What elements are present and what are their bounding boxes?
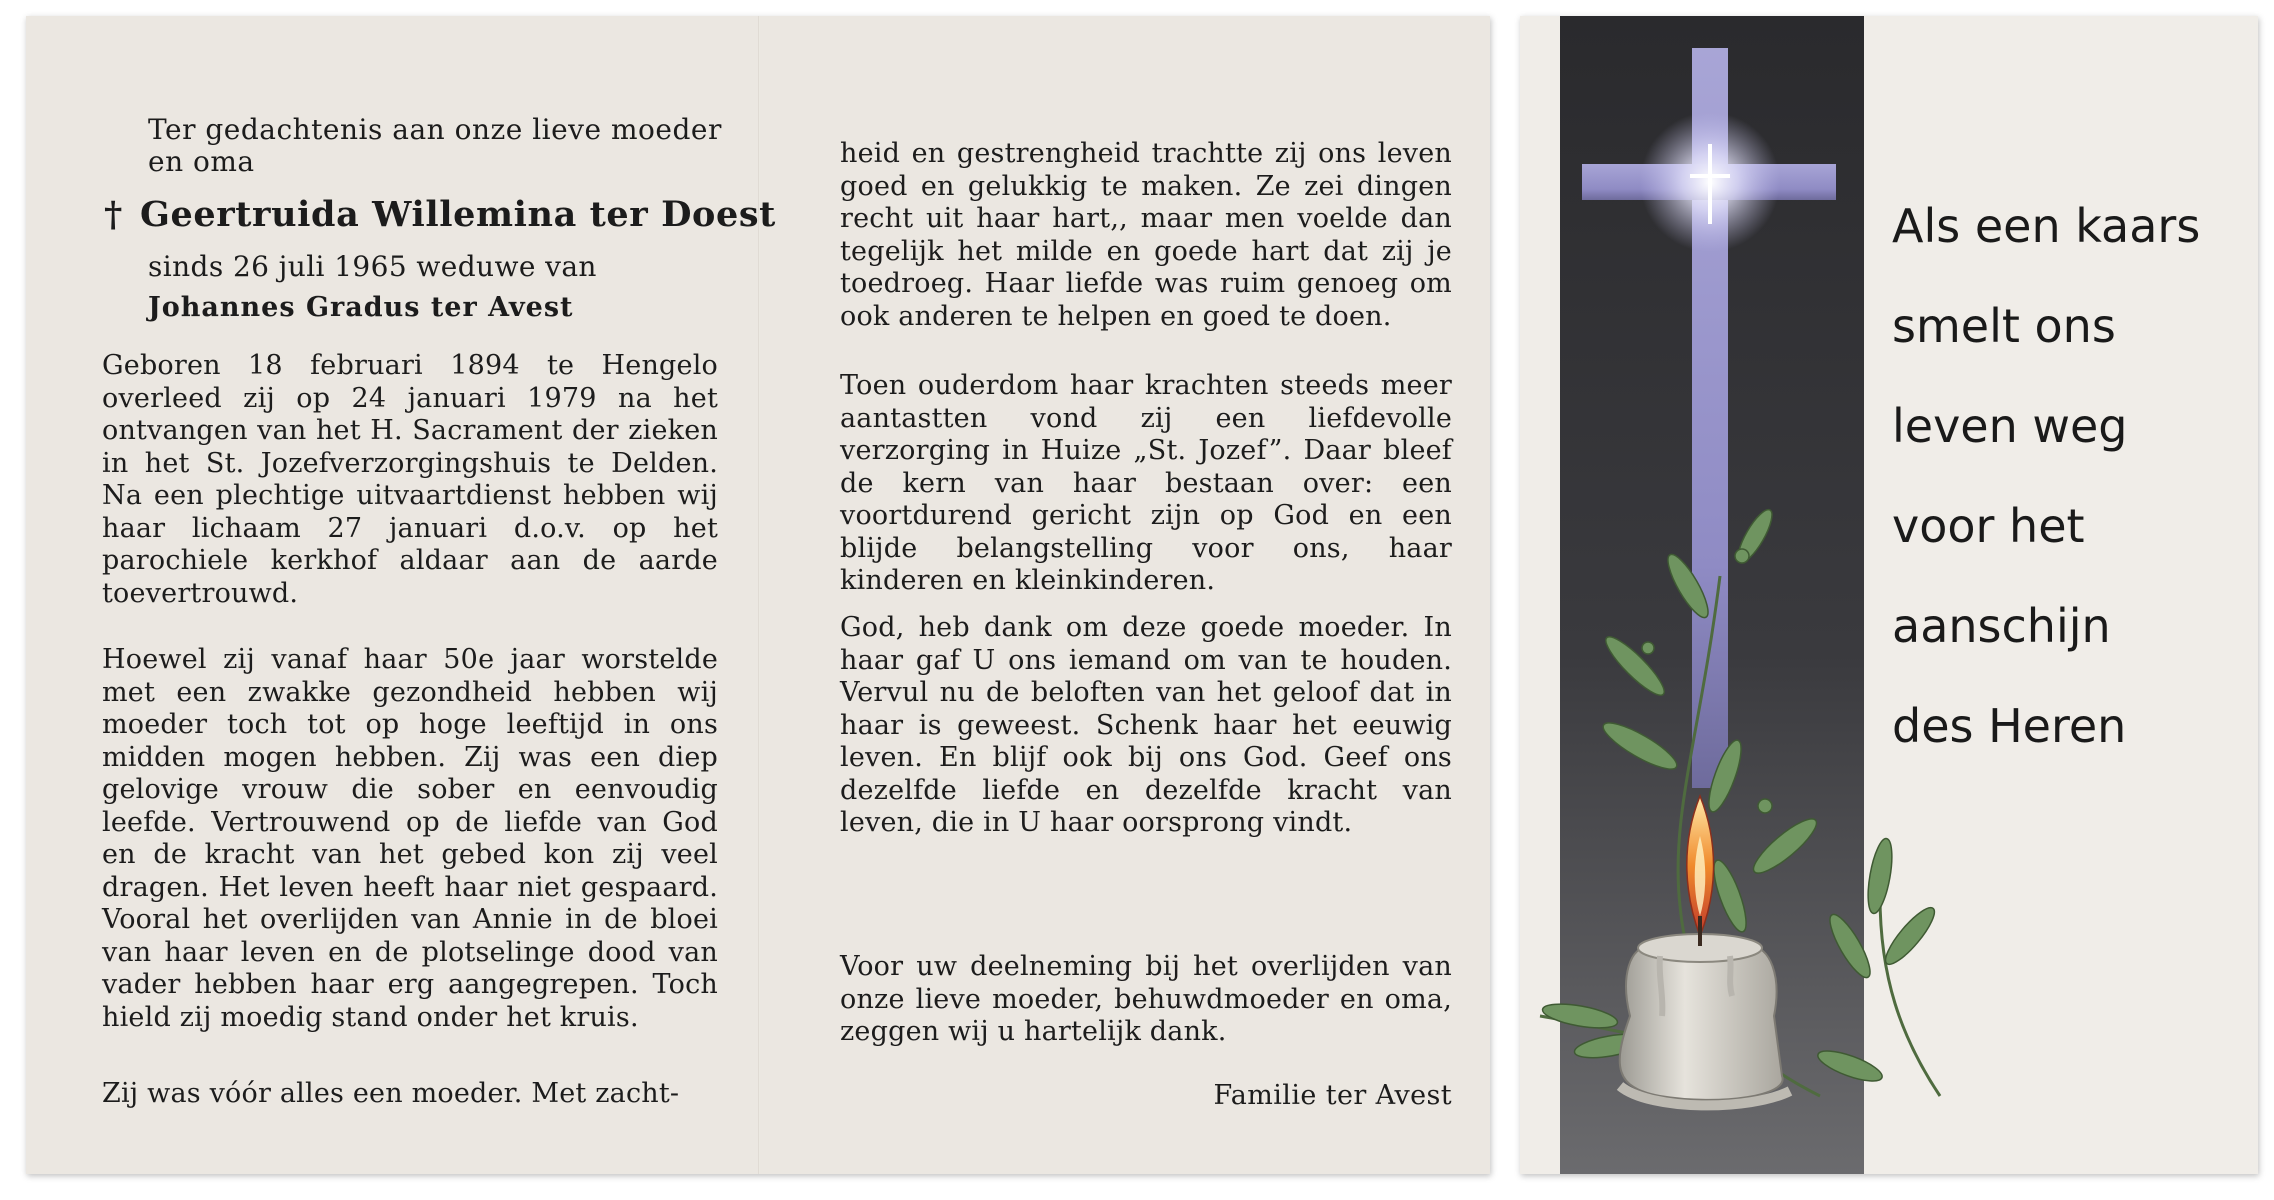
verse-line: des Heren (1892, 699, 2127, 753)
deceased-name-line (104, 194, 776, 235)
family-signature: Familie ter Avest (1213, 1080, 1452, 1111)
intro (148, 114, 748, 178)
candle (1620, 934, 1790, 1105)
husband-name: Johannes Gradus ter Avest (148, 292, 574, 323)
verse (1892, 176, 2232, 776)
deceased-name: Geertruida Willemina ter Doest (140, 194, 776, 235)
verse-line: aanschijn (1892, 599, 2111, 653)
cross-icon: † (104, 194, 123, 235)
verse-line: voor het (1892, 499, 2085, 553)
memorial-card-front (1520, 16, 2258, 1174)
old-age-paragraph: Toen ouderdom haar krachten steeds meer aantastten vond zij een liefdevolle verzorging in Huize „St. Jozef”. Daar bleef de kern van haar bestaan over: een voortdurend gericht zijn op God en een blijde belangstelling voor ons, haar kinderen en kleinkinderen. (840, 370, 1452, 596)
prayer-paragraph: God, heb dank om deze goede moeder. In haar gaf U ons iemand om van te houden. Vervul nu de beloften van het geloof dat in haar is geweest. Schenk haar het eeuwig leven. En blijf ook bij ons God. Geef ons dezelfde liefde en dezelfde kracht van leven, die in U haar oorsprong vindt. (840, 612, 1452, 838)
verse-line: leven weg (1892, 399, 2128, 453)
intro-line-1: Ter gedachtenis aan onze lieve moeder (148, 113, 722, 146)
memorial-card-inside (26, 16, 1490, 1174)
widow-since: sinds 26 juli 1965 weduwe van (148, 250, 597, 283)
thanks-paragraph: Voor uw deelneming bij het overlijden van onze lieve moeder, behuwdmoeder en oma, zeggen wij u hartelijk dank. (840, 951, 1452, 1047)
left-page (72, 16, 776, 1174)
character-paragraph: heid en gestrengheid trachtte zij ons leven goed en gelukkig te maken. Ze zei dingen recht uit haar hart,, maar men voelde dan tegelijk het milde en goede hart dat zij je toedroeg. Haar liefde was ruim genoeg om ook anderen te helpen en goed te doen. (840, 138, 1452, 332)
card-fold (758, 16, 760, 1174)
biography-paragraph: Geboren 18 februari 1894 te Hengelo overleed zij op 24 januari 1979 na het ontvangen van het H. Sacrament der zieken in het St. Jozefverzorgingshuis te Delden. Na een plechtige uitvaartdienst hebben wij haar lichaam 27 januari d.o.v. op het parochiele kerkhof aldaar aan de aarde toevertrouwd. (102, 350, 718, 609)
middle-page (806, 16, 1452, 1174)
verse-line: Als een kaars (1892, 199, 2201, 253)
verse-line: smelt ons (1892, 299, 2116, 353)
intro-line-2: en oma (148, 145, 255, 178)
life-paragraph: Hoewel zij vanaf haar 50e jaar worstelde met een zwakke gezondheid hebben wij moeder toch tot op hoge leeftijd in ons midden mogen hebben. Zij was een diep gelovige vrouw die sober en eenvoudig leefde. Vertrouwend op de liefde van God en de kracht van het gebed kon zij veel dragen. Het leven heeft haar niet gespaard. Vooral het overlijden van Annie in de bloei van haar leven en de plotselinge dood van vader hebben haar erg aangegrepen. Toch hield zij moedig stand onder het kruis. (102, 644, 718, 1033)
mother-paragraph-start: Zij was vóór alles een moeder. Met zacht- (102, 1078, 680, 1109)
